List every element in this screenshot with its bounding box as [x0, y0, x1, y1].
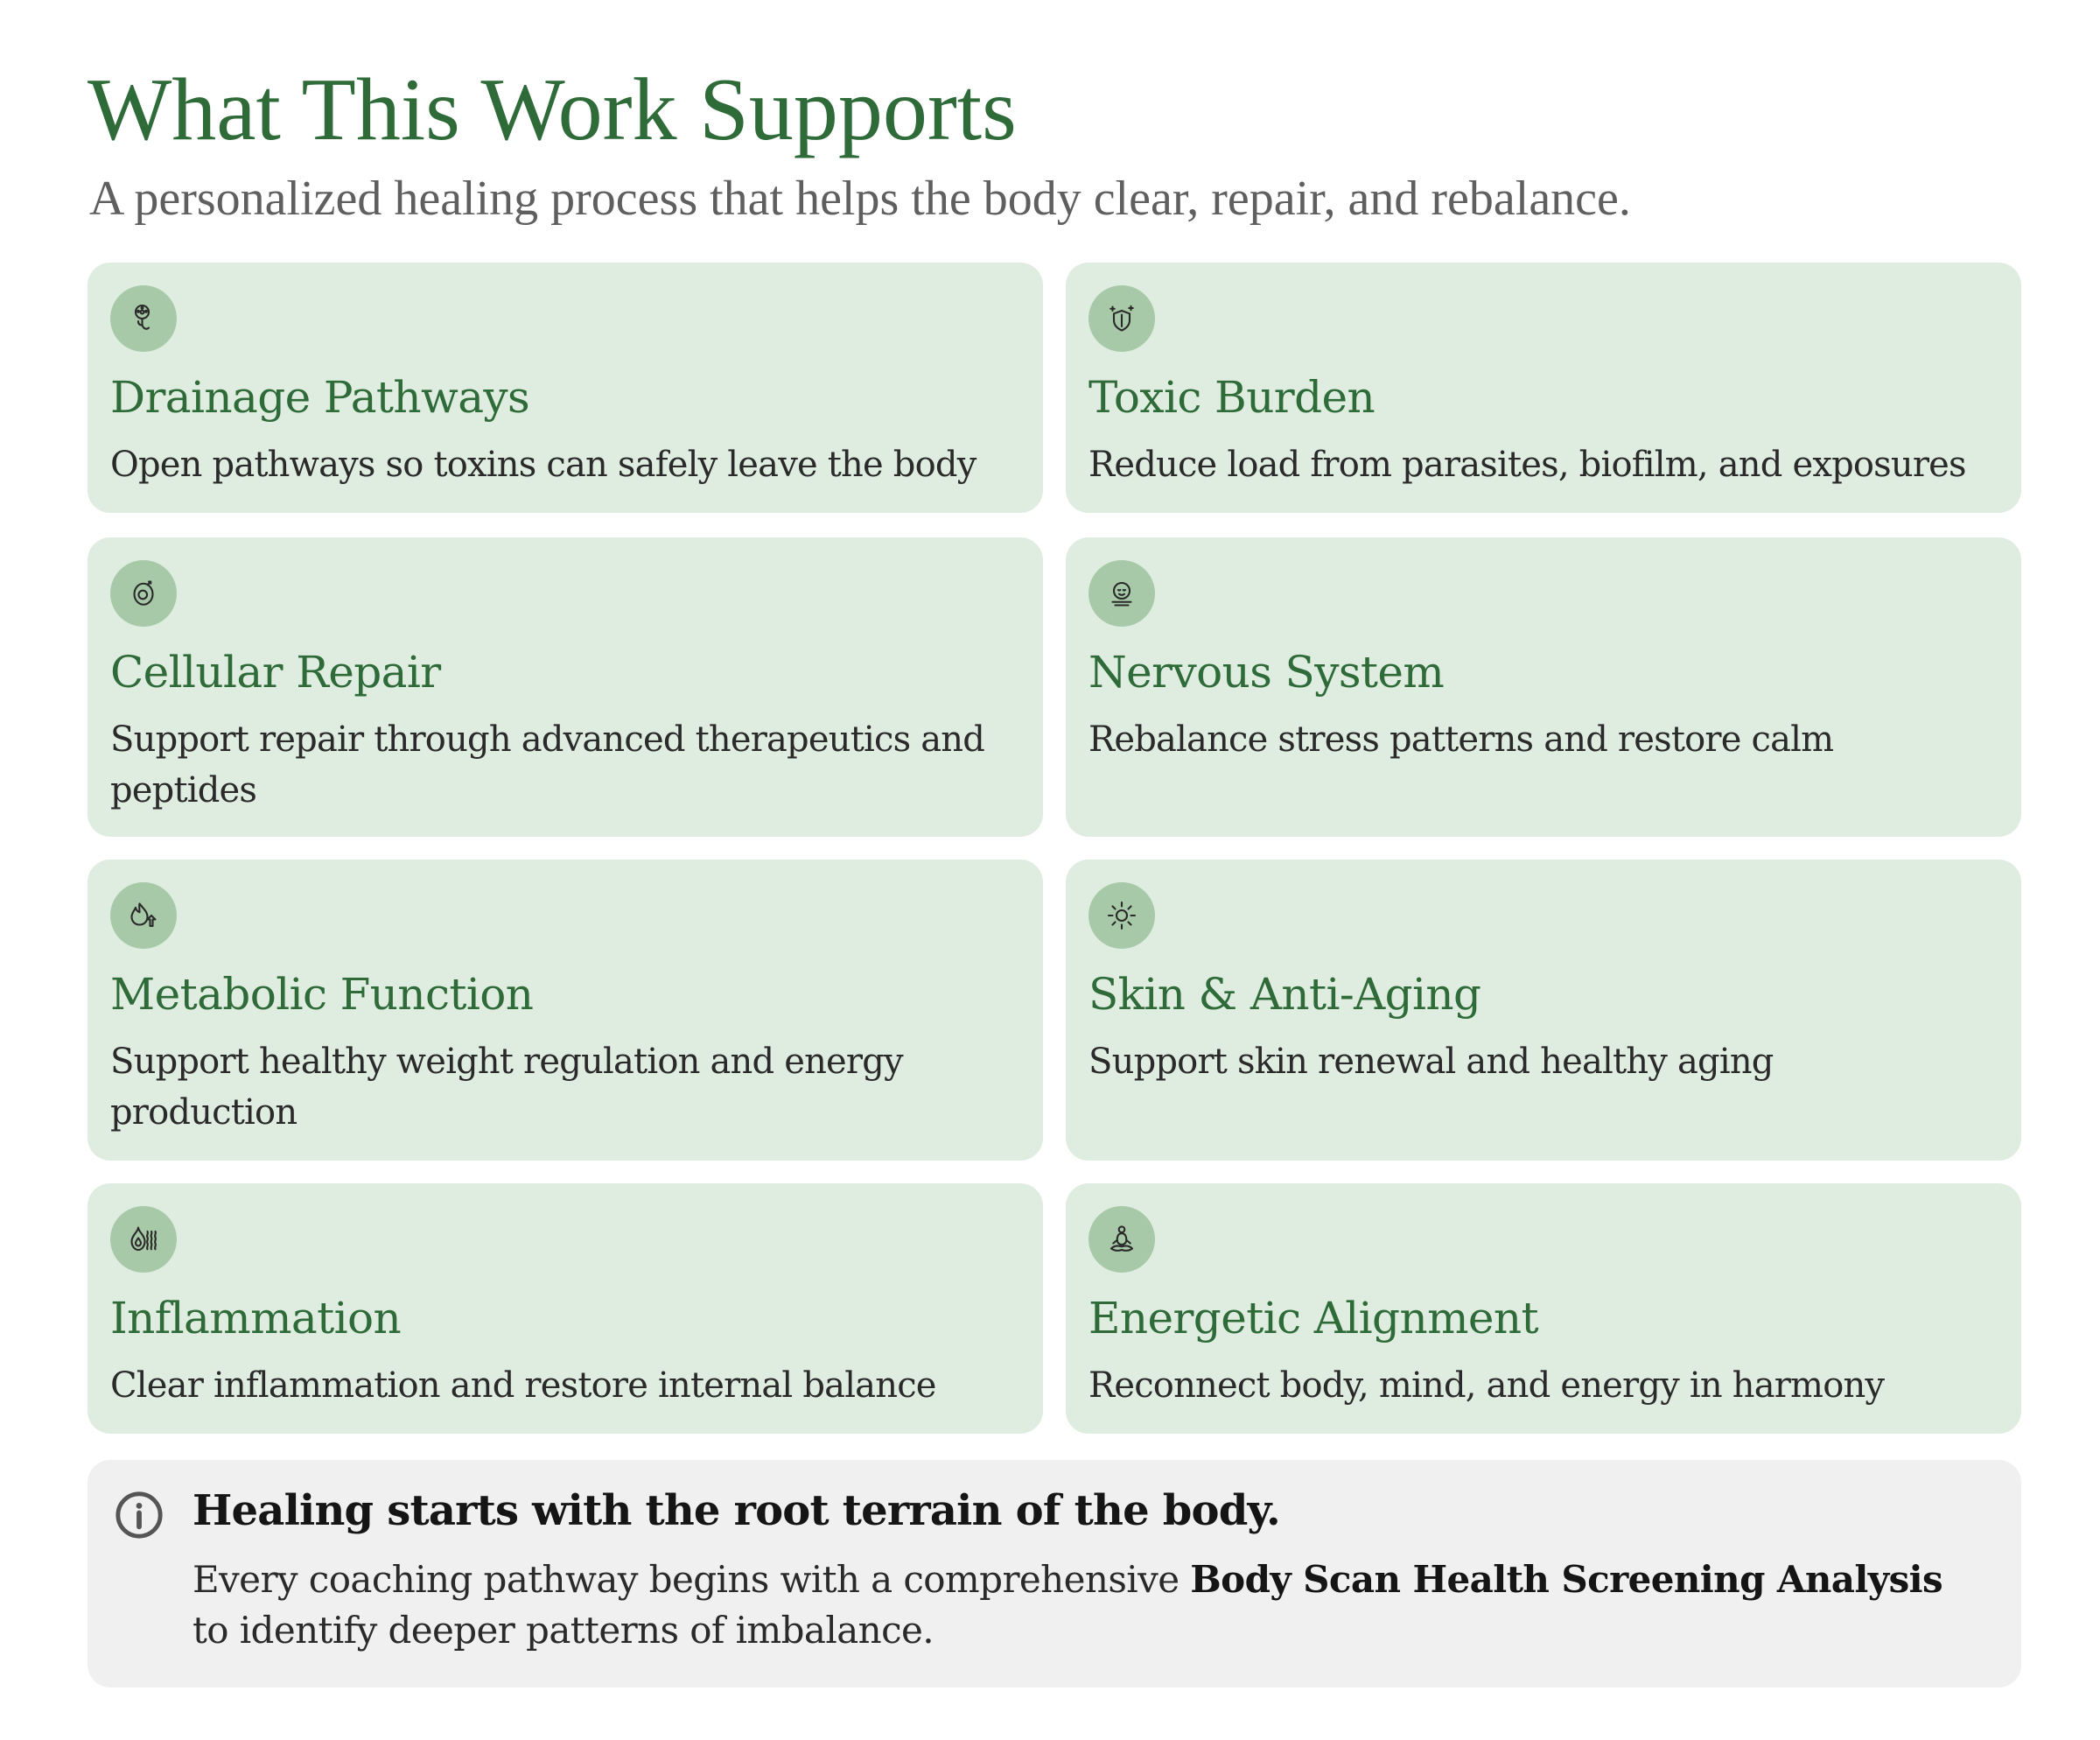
card-cellular-repair [88, 537, 1043, 837]
card-description: Open pathways so toxins can safely leave the body [110, 445, 976, 485]
page-title: What This Work Supports [88, 60, 1017, 159]
card-energetic-alignment [1066, 1183, 2021, 1434]
sun-icon [1088, 882, 1155, 949]
meditation-icon [1088, 1206, 1155, 1273]
cell-icon [110, 560, 177, 627]
card-description: Support skin renewal and healthy aging [1088, 1042, 1774, 1082]
card-nervous-system [1066, 537, 2021, 837]
card-skin-anti-aging [1066, 859, 2021, 1161]
info-note [88, 1460, 2021, 1687]
card-description: Clear inflammation and restore internal balance [110, 1365, 936, 1406]
flame-arrow-icon [110, 882, 177, 949]
note-heading: Healing starts with the root terrain of the body. [192, 1486, 1280, 1535]
card-toxic-burden [1066, 263, 2021, 513]
card-inflammation [88, 1183, 1043, 1434]
note-body-emphasis: Body Scan Health Screening Analysis [1190, 1558, 1943, 1601]
card-title: Nervous System [1088, 647, 1445, 698]
page-subtitle: A personalized healing process that helps the body clear, repair, and rebalance. [89, 172, 1631, 226]
card-title: Drainage Pathways [110, 372, 530, 423]
card-description: Reconnect body, mind, and energy in harmony [1088, 1365, 1885, 1406]
shield-sparkle-icon [1088, 285, 1155, 352]
card-title: Cellular Repair [110, 647, 441, 698]
note-body [192, 1554, 1978, 1656]
card-description: Support repair through advanced therapeutics and peptides [110, 719, 985, 810]
card-description: Rebalance stress patterns and restore calm [1088, 719, 1834, 760]
note-body-text: Every coaching pathway begins with a comprehensive [192, 1558, 1191, 1601]
card-title: Metabolic Function [110, 969, 534, 1020]
card-metabolic-function [88, 859, 1043, 1161]
card-title: Skin & Anti-Aging [1088, 969, 1481, 1020]
flower-sprout-icon [110, 285, 177, 352]
note-body-text-end: to identify deeper patterns of imbalance. [192, 1609, 934, 1652]
card-title: Inflammation [110, 1293, 402, 1344]
card-description: Support healthy weight regulation and energy production [110, 1042, 903, 1133]
calm-face-icon [1088, 560, 1155, 627]
card-title: Energetic Alignment [1088, 1293, 1538, 1344]
card-drainage-pathways [88, 263, 1043, 513]
heat-drop-icon [110, 1206, 177, 1273]
info-icon [114, 1490, 164, 1540]
card-title: Toxic Burden [1088, 372, 1376, 423]
card-description: Reduce load from parasites, biofilm, and exposures [1088, 445, 1966, 485]
